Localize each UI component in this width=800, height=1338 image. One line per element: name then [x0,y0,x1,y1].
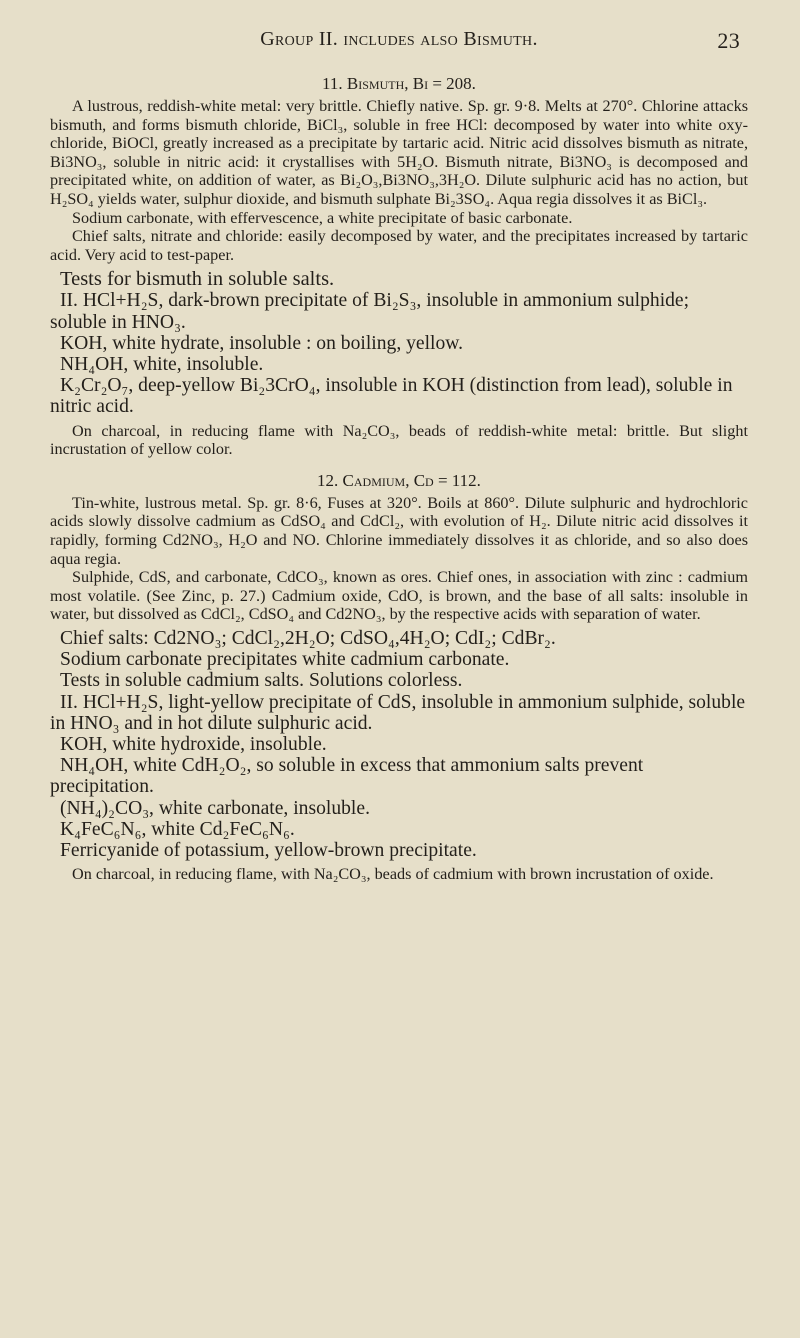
page-number: 23 [717,28,740,53]
cadmium-test-h2s: II. HCl+H₂S, light-yellow precipitate of CdS, insoluble in ammonium sulphide, soluble in HNO₃ and in hot dilute sulphuric acid. [50,691,746,734]
bismuth-test-koh: KOH, white hydrate, insoluble : on boiling, yellow. [60,332,464,354]
cadmium-charcoal-test: On charcoal, in reducing flame, with Na₂CO₃, beads of cadmium with brown incrustation of oxide. [72,865,714,884]
cadmium-test-ammonium-carbonate: (NH₄)₂CO₃, white carbonate, insoluble. [60,797,370,819]
bismuth-sodium-carbonate: Sodium carbonate, with effervescence, a white precipitate of basic carbonate. [72,208,573,227]
bismuth-heading: 11. Bismuth, Bi = 208. [322,74,476,93]
running-head [50,28,748,62]
bismuth-tests-heading: Tests for bismuth in soluble salts. [60,268,335,291]
cadmium-ores: Sulphide, CdS, and carbonate, CdCO₃, known as ores. Chief ones, in association with zinc : cadmium most volatile. (See Zinc, p. 27.) Cadmium oxide, CdO, is brown, and the base of all salts: insoluble in water, but dissolved as CdCl₂, CdSO₄ and Cd2NO₃, by the respective acids with separation of water. [50,568,748,624]
cadmium-tests-heading: Tests in soluble cadmium salts. Solutions colorless. [60,670,463,692]
cadmium-test-nh4oh: NH₄OH, white CdH₂O₂, so soluble in excess that ammonium salts prevent precipitation. [50,755,644,798]
bismuth-chief-salts: Chief salts, nitrate and chloride: easily decomposed by water, and the precipitates increased by tartaric acid. Very acid to test-paper. [50,227,748,264]
cadmium-test-ferricyanide: Ferricyanide of potassium, yellow-brown precipitate. [60,839,477,861]
cadmium-sodium-carbonate: Sodium carbonate precipitates white cadmium carbonate. [60,649,510,671]
running-title: Group II. includes also Bismuth. [260,28,538,50]
cadmium-test-ferrocyanide: K₄FeC₆N₆, white Cd₂FeC₆N₆. [60,818,295,840]
bismuth-test-h2s: II. HCl+H₂S, dark-brown precipitate of Bi₂S₃, insoluble in ammonium sulphide; soluble in HNO₃. [50,290,690,333]
bismuth-test-nh4oh: NH₄OH, white, insoluble. [60,353,264,375]
cadmium-description: Tin-white, lustrous metal. Sp. gr. 8·6, Fuses at 320°. Boils at 860°. Dilute sulphuric and hydrochloric acids slowly dissolve cadmium as CdSO₄ and CdCl₂, with evolution of H₂. Dilute nitric acid dissolves it rapidly, forming Cd2NO₃, H₂O and NO. Chlorine immediately dissolves it as chloride, and so also does aqua regia. [50,493,748,568]
bismuth-description: A lustrous, reddish-white metal: very brittle. Chiefly native. Sp. gr. 9·8. Melts at 270°. Chlorine attacks bismuth, and forms bismuth chloride, BiCl₃, soluble in free HCl: decomposed by water into white oxy-chloride, BiOCl, greatly increased as a precipitate by tartaric acid. Nitric acid dissolves bismuth as nitrate, Bi3NO₃, soluble in nitric acid: it crystallises with 5H₂O. Bismuth nitrate, Bi3NO₃ is decomposed and precipitated white, on addition of water, as Bi₂O₃,Bi3NO₃,3H₂O. Dilute sulphuric acid has no action, but H₂SO₄ yields water, sulphur dioxide, and bismuth sulphate Bi₂3SO₄. Aqua regia dissolves it as BiCl₃. [50,97,748,208]
cadmium-test-koh: KOH, white hydroxide, insoluble. [60,733,327,755]
bismuth-charcoal-test: On charcoal, in reducing flame with Na₂CO₃, beads of reddish-white metal: brittle. But slight incrustation of yellow color. [50,421,748,459]
bismuth-test-dichromate: K₂Cr₂O₇, deep-yellow Bi₂3CrO₄, insoluble in KOH (distinction from lead), soluble in nitric acid. [50,375,733,418]
cadmium-heading: 12. Cadmium, Cd = 112. [317,470,481,490]
cadmium-chief-salts: Chief salts: Cd2NO₃; CdCl₂,2H₂O; CdSO₄,4H₂O; CdI₂; CdBr₂. [60,627,556,649]
